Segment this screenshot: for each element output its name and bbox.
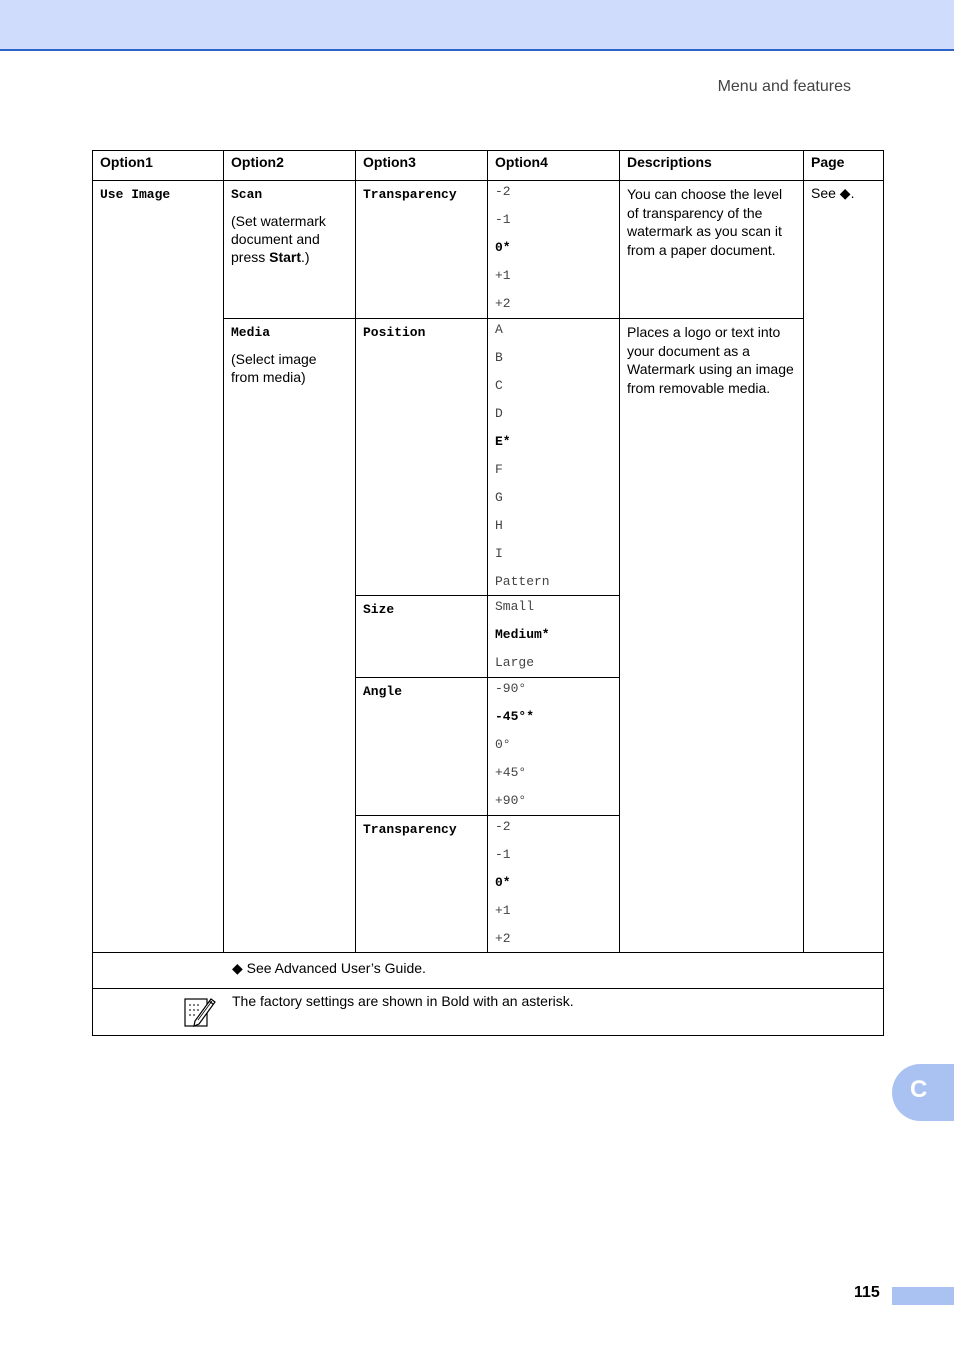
media-note: (Select image from media) xyxy=(231,351,317,385)
column-header: Descriptions xyxy=(620,151,804,181)
option4-angle-values xyxy=(488,678,620,816)
option1-label: Use Image xyxy=(100,187,171,202)
option-value: G xyxy=(495,490,503,505)
option-value: +2 xyxy=(495,296,511,311)
page-ref-cell xyxy=(804,181,884,953)
option4-scan-transparency-values xyxy=(488,181,620,319)
option-value-default: E* xyxy=(495,434,511,449)
option-value-default: 0* xyxy=(495,875,511,890)
angle-label: Angle xyxy=(363,684,403,699)
column-header: Option1 xyxy=(93,151,224,181)
option-value: D xyxy=(495,406,503,421)
option4-position-values xyxy=(488,319,620,596)
scan-note: (Set watermark document and press Start.) xyxy=(231,213,326,265)
page-ref: See ◆. xyxy=(811,185,855,201)
table-header-row xyxy=(93,151,884,181)
option-value: -1 xyxy=(495,212,511,227)
option-value-default: 0* xyxy=(495,240,511,255)
option-value: Pattern xyxy=(495,574,550,589)
table-row xyxy=(93,181,884,319)
scan-transparency-label: Transparency xyxy=(363,187,457,202)
option-value: F xyxy=(495,462,503,477)
note-cell xyxy=(93,989,884,1036)
option-value: -1 xyxy=(495,847,511,862)
position-label: Position xyxy=(363,325,426,340)
option-value: -2 xyxy=(495,184,511,199)
appendix-c-tab xyxy=(892,1064,954,1121)
scan-label: Scan xyxy=(231,187,263,202)
option3-angle-cell xyxy=(356,678,488,816)
option3-position-cell xyxy=(356,319,488,596)
size-label: Size xyxy=(363,602,395,617)
note-text: The factory settings are shown in Bold with an asterisk. xyxy=(232,993,574,1009)
media-label: Media xyxy=(231,325,271,340)
option4-size-values xyxy=(488,596,620,678)
option-value: -90° xyxy=(495,681,527,696)
option4-media-transparency-values xyxy=(488,816,620,953)
option3-media-transparency-cell xyxy=(356,816,488,953)
option-value: C xyxy=(495,378,503,393)
scan-description: You can choose the level of transparency of the watermark as you scan it from a paper document. xyxy=(620,181,804,319)
column-header: Option2 xyxy=(224,151,356,181)
note-row xyxy=(93,989,884,1036)
option-value: +90° xyxy=(495,793,527,808)
option-value: I xyxy=(495,546,503,561)
media-description: Places a logo or text into your document as a Watermark using an image from removable media. xyxy=(620,319,804,953)
option3-scan-transparency-cell xyxy=(356,181,488,319)
option-value: Large xyxy=(495,655,535,670)
column-header: Option4 xyxy=(488,151,620,181)
option-value: -2 xyxy=(495,819,511,834)
option-value: +45° xyxy=(495,765,527,780)
section-title: Menu and features xyxy=(717,78,851,95)
option-value: +2 xyxy=(495,931,511,946)
note-pencil-icon xyxy=(183,995,217,1029)
column-header: Option3 xyxy=(356,151,488,181)
option-value-default: Medium* xyxy=(495,627,550,642)
option-value: 0° xyxy=(495,737,511,752)
option-value: Small xyxy=(495,599,535,614)
menu-table xyxy=(92,150,884,1036)
option-value-default: -45°* xyxy=(495,709,535,724)
page-number: 115 xyxy=(854,1284,880,1301)
option3-size-cell xyxy=(356,596,488,678)
footnote-row xyxy=(93,953,884,989)
footnote: ◆ See Advanced User’s Guide. xyxy=(93,953,884,989)
option-value: +1 xyxy=(495,903,511,918)
option2-scan-cell xyxy=(224,181,356,319)
column-header: Page xyxy=(804,151,884,181)
option1-cell xyxy=(93,181,224,953)
appendix-c-label: C xyxy=(910,1076,928,1103)
option-value: +1 xyxy=(495,268,511,283)
page-number-bar xyxy=(892,1287,954,1305)
top-header-band xyxy=(0,0,954,51)
option-value: A xyxy=(495,322,503,337)
option-value: B xyxy=(495,350,503,365)
option-value: H xyxy=(495,518,503,533)
media-transparency-label: Transparency xyxy=(363,822,457,837)
option2-media-cell xyxy=(224,319,356,953)
